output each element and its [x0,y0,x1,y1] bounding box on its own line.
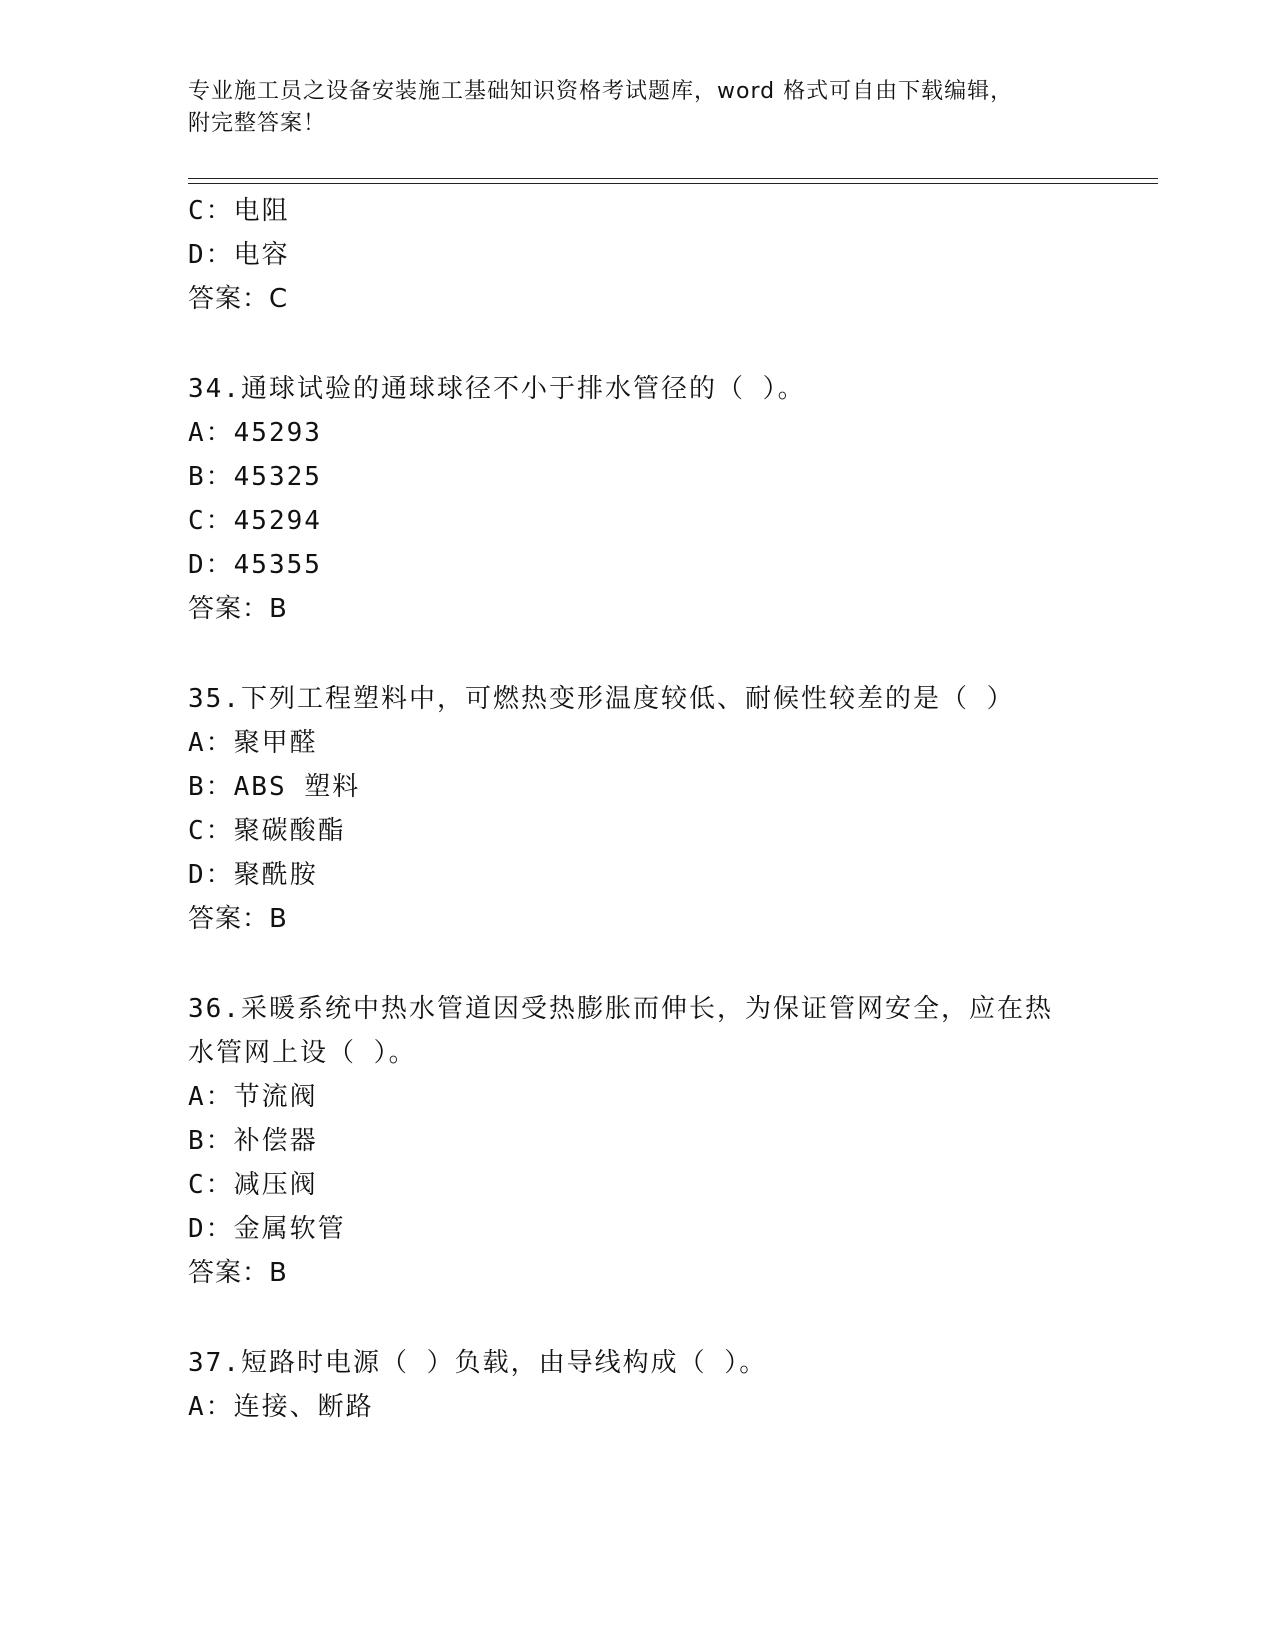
q35-option-c: C：聚碳酸酯 [188,816,346,846]
q36-option-b: B：补偿器 [188,1126,318,1156]
q34-option-d: D：45355 [188,550,322,580]
q37-option-a: A：连接、断路 [188,1392,374,1422]
q36-option-c: C：减压阀 [188,1170,318,1200]
q34-answer: 答案：B [188,594,288,624]
header-line-1: 专业施工员之设备安装施工基础知识资格考试题库，word 格式可自由下载编辑， [188,79,1014,104]
q36-stem-line-2: 水管网上设（ ）。 [188,1038,417,1068]
q35-answer: 答案：B [188,904,288,934]
q33-option-c: C：电阻 [188,196,290,226]
q34-stem: 34.通球试验的通球球径不小于排水管径的（ ）。 [188,374,806,404]
header-divider-top [188,178,1158,179]
q35-option-d: D：聚酰胺 [188,860,318,890]
q34-option-b: B：45325 [188,462,322,492]
q33-answer: 答案：C [188,284,289,314]
q36-option-d: D：金属软管 [188,1214,346,1244]
q33-option-d: D：电容 [188,240,290,270]
q37-stem: 37.短路时电源（ ）负载，由导线构成（ ）。 [188,1348,768,1378]
q34-option-a: A：45293 [188,418,322,448]
header-line-2: 附完整答案！ [188,111,327,136]
q35-stem: 35.下列工程塑料中，可燃热变形温度较低、耐候性较差的是（ ） [188,684,1015,714]
q36-option-a: A：节流阀 [188,1082,318,1112]
q36-answer: 答案：B [188,1258,288,1288]
document-header [188,76,1088,140]
q35-option-a: A：聚甲醛 [188,728,318,758]
header-divider-bottom [188,183,1158,184]
q34-option-c: C：45294 [188,506,322,536]
q35-option-b: B：ABS 塑料 [188,772,361,802]
q36-stem-line-1: 36.采暖系统中热水管道因受热膨胀而伸长，为保证管网安全，应在热 [188,994,1053,1024]
